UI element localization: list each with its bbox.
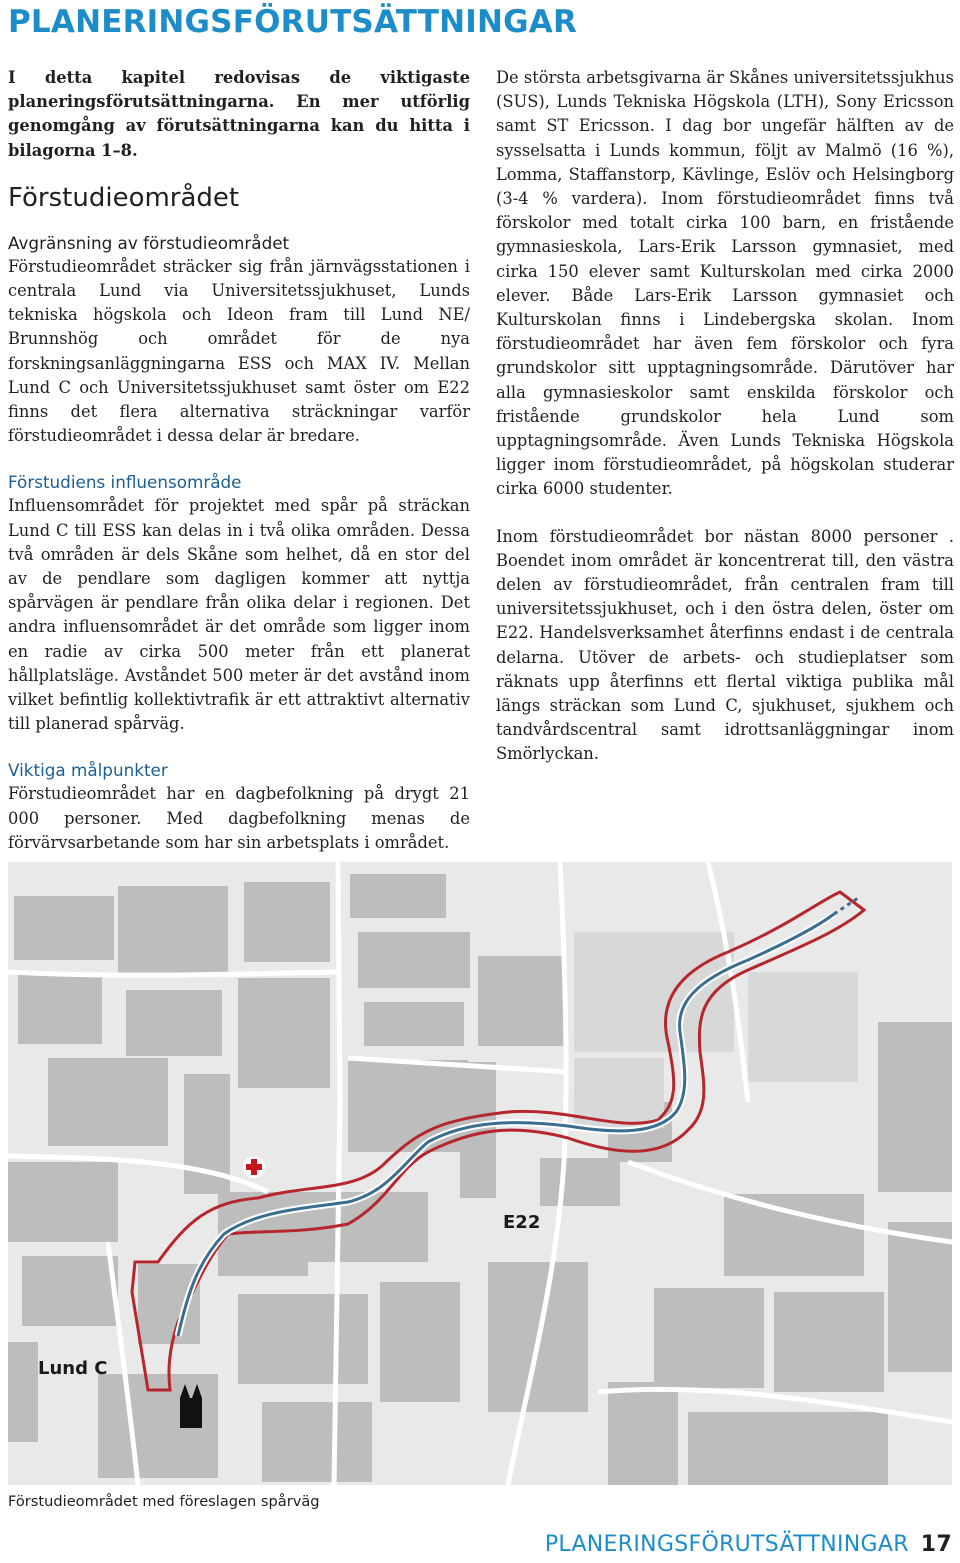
map-figure xyxy=(8,862,952,1485)
paragraph-malpunkter: Förstudieområdet har en dagbefolkning på drygt 21 000 personer. Med dagbefolkning menas de förvärvsarbetande som har sin arbetsplats i området. xyxy=(8,784,470,852)
paragraph-avgransning: Förstudieområdet sträcker sig från järnvägsstationen i centrala Lund via Universitetssjukhuset, Lunds tekniska högskola och Ideon fram till Lund NE/ Brunnshög och området för de nya forskningsanläggningarna ESS och MAX IV. Mellan Lund C och Universitetssjukhuset samt öster om E22 finns det flera alternativa sträckningar varför förstudieområdet i dessa delar är bredare. xyxy=(8,256,470,446)
paragraph-influensomrade: Influensområdet för projektet med spår på sträckan Lund C till ESS kan delas in i två olika områden. Dessa två områden är dels Skåne som helhet, då en stor del av de pendlare som dagligen kommer att nyttja spårvägen är pendlare från olika delar i regionen. Det andra influensområdet är det område som ligger inom en radie av cirka 500 meter från ett planerat hållplatsläge. Avståndet 500 meter är det avstånd inom vilket befintlig kollektivtrafik är ett attraktivt alternativ till planerad spårväg. xyxy=(8,496,470,734)
map-graphic xyxy=(8,862,952,1485)
page-footer xyxy=(545,1533,952,1557)
figure-caption: Förstudieområdet med föreslagen spårväg xyxy=(8,1493,320,1510)
section-title: Förstudieområdet xyxy=(8,182,240,213)
right-column xyxy=(496,66,954,767)
paragraph-arbetsgivare: De största arbetsgivarna är Skånes universitetssjukhus (SUS), Lunds Tekniska Högskola (LTH), Sony Ericsson samt ST Ericsson. I dag bor ungefär hälften av de sysselsatta i Lunds kommun, följt av Malmö (16 %), Lomma, Staffanstorp, Kävlinge, Eslöv och Helsingborg (3-4 % vardera). Inom förstudieområdet finns två förskolor med totalt cirka 100 barn, en fristående gymnasieskola, Lars-Erik Larsson gymnasiet, med cirka 150 elever samt Kulturskolan med cirka 2000 elever. Både Lars-Erik Larsson gymnasiet och Kulturskolan finns i Lindebergska skolan. Inom förstudieområdet har även fem förskolor och fyra grundskolor sitt upptagningsområde. Därutöver har alla gymnasieskolor samt enskilda förskolor och fristående grundskolor hela Lund som upptagningsområde. Även Lunds Tekniska Högskola ligger inom förstudieområdet, på högskolan studerar cirka 6000 studenter. xyxy=(496,68,954,499)
chapter-title: PLANERINGSFÖRUTSÄTTNINGAR xyxy=(8,4,578,40)
page-number: 17 xyxy=(920,1532,952,1557)
map-label-lund-c: Lund C xyxy=(38,1358,108,1379)
subheading-malpunkter: Viktiga målpunkter xyxy=(8,760,168,781)
subheading-avgransning: Avgränsning av förstudieområdet xyxy=(8,232,290,253)
subheading-influensomrade: Förstudiens influensområde xyxy=(8,472,242,493)
map-label-e22: E22 xyxy=(503,1212,541,1233)
left-column xyxy=(8,66,470,855)
footer-title: PLANERINGSFÖRUTSÄTTNINGAR xyxy=(544,1532,909,1557)
paragraph-boende: Inom förstudieområdet bor nästan 8000 personer . Boendet inom området är koncentrerat till, den västra delen av förstudieområdet, från centralen fram till universitetssjukhuset, och i den östra delen, öster om E22. Handelsverksamhet återfinns endast i de centrala delarna. Utöver de arbets- och studieplatser som räknats upp återfinns ett flertal viktiga publika mål längs sträckan som Lund C, sjukhuset, sjukhem och tandvårdscentral samt idrottsanläggningar inom Smörlyckan. xyxy=(496,526,954,764)
red-cross-icon xyxy=(243,1156,265,1178)
intro-paragraph: I detta kapitel redovisas de viktigaste planeringsförutsättningarna. En mer utförlig genomgång av förutsättningarna kan du hitta i bilagorna 1–8. xyxy=(8,68,470,160)
